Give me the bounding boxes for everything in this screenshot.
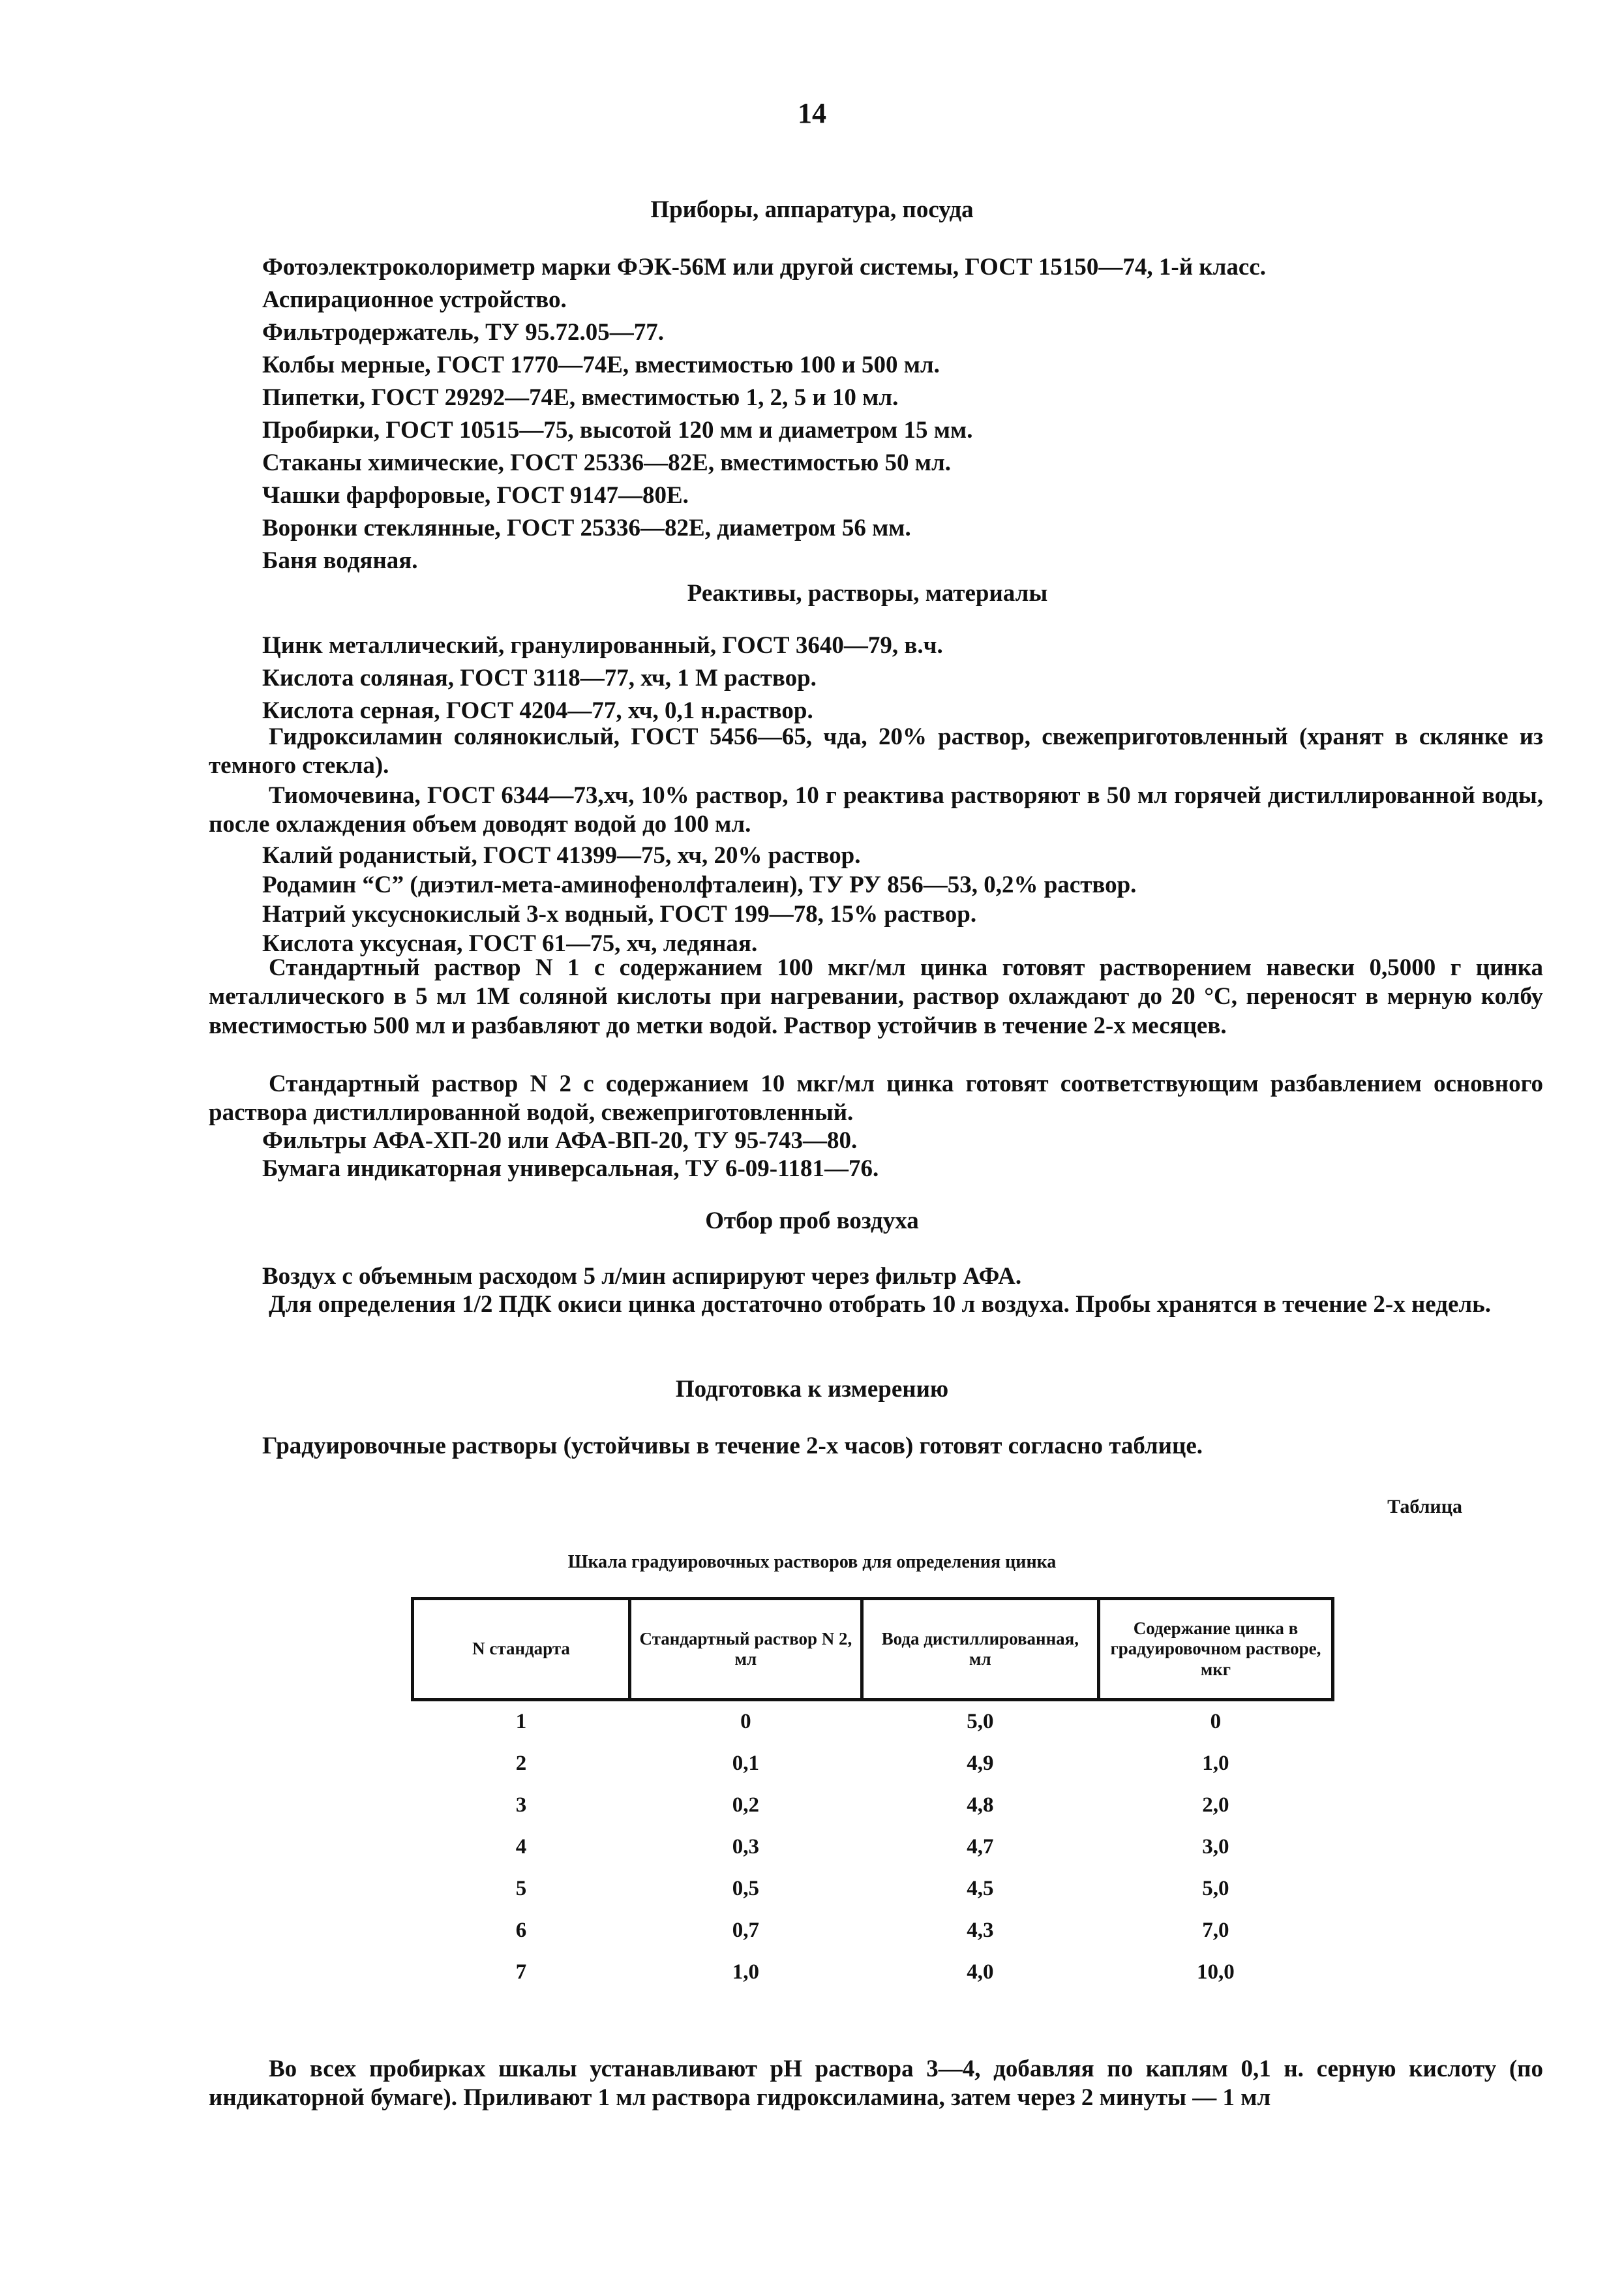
table-row (413, 1785, 1333, 1827)
reagent-item: Кислота уксусная, ГОСТ 61—75, хч, ледяная. (262, 930, 758, 957)
equipment-item: Аспирационное устройство. (262, 286, 567, 313)
page-number: 14 (798, 97, 826, 129)
table-cell: 5,0 (1202, 1877, 1229, 1901)
table-cell: 2 (515, 1752, 527, 1776)
section-heading-equipment: Приборы, аппаратура, посуда (650, 196, 974, 223)
table-cell: 7,0 (1202, 1919, 1229, 1943)
equipment-item: Воронки стеклянные, ГОСТ 25336—82Е, диаметром 56 мм. (262, 515, 911, 541)
column-header: Вода дистиллированная, мл (862, 1599, 1098, 1700)
sampling-text: Воздух с объемным расходом 5 л/мин аспирируют через фильтр АФА. (262, 1263, 1022, 1290)
table-cell: 5 (515, 1877, 527, 1901)
equipment-item: Пипетки, ГОСТ 29292—74Е, вместимостью 1, 2, 5 и 10 мл. (262, 384, 899, 411)
reagent-item: Стандартный раствор N 1 с содержанием 100 мкг/мл цинка готовят растворением навески 0,5000 г цинка металлического в 5 мл 1М соляной кислоты при нагревании, раствор охлаждают до 20 °С, переносят в мерную колбу вместимостью 500 мл и разбавляют до метки водой. Раствор устойчив в течение 2-х месяцев. (209, 954, 1543, 1039)
table-cell: 5,0 (967, 1710, 994, 1734)
section-heading-reagents: Реактивы, растворы, материалы (687, 580, 1048, 607)
reagent-item: Калий роданистый, ГОСТ 41399—75, хч, 20% раствор. (262, 842, 861, 869)
table-cell: 0 (1210, 1710, 1222, 1734)
table-row (413, 1743, 1333, 1785)
reagent-item: Гидроксиламин солянокислый, ГОСТ 5456—65, чда, 20% раствор, свежеприготовленный (хранят в склянке из темного стекла). (209, 723, 1543, 780)
reagent-item: Родамин “С” (диэтил-мета-аминофенолфталеин), ТУ РУ 856—53, 0,2% раствор. (262, 872, 1137, 898)
table-row (413, 1952, 1333, 1994)
table-cell: 0,5 (732, 1877, 760, 1901)
table-cell: 7 (515, 1960, 527, 1984)
table-title: Шкала градуировочных растворов для определения цинка (567, 1552, 1057, 1572)
table-cell: 4,5 (967, 1877, 994, 1901)
table-cell: 0,2 (732, 1793, 760, 1817)
table-cell: 0,7 (732, 1919, 760, 1943)
table-cell: 6 (515, 1919, 527, 1943)
closing-paragraph: Во всех пробирках шкалы устанавливают pH раствора 3—4, добавляя по каплям 0,1 н. серную кислоту (по индикаторной бумаге). Приливают 1 мл раствора гидроксиламина, затем через 2 минуты — 1 мл (209, 2056, 1543, 2112)
reagent-item: Бумага индикаторная универсальная, ТУ 6-09-1181—76. (262, 1155, 879, 1182)
table-cell: 4,0 (967, 1960, 994, 1984)
sampling-text: Для определения 1/2 ПДК окиси цинка достаточно отобрать 10 л воздуха. Пробы хранятся в течение 2-х недель. (269, 1291, 1491, 1318)
table-row (413, 1827, 1333, 1868)
equipment-item: Стаканы химические, ГОСТ 25336—82Е, вместимостью 50 мл. (262, 449, 952, 476)
table-cell: 1,0 (1202, 1752, 1229, 1776)
preparation-text: Градуировочные растворы (устойчивы в течение 2-х часов) готовят согласно таблице. (262, 1433, 1203, 1459)
reagent-item: Натрий уксуснокислый 3-х водный, ГОСТ 199—78, 15% раствор. (262, 901, 977, 928)
table-cell: 4,9 (967, 1752, 994, 1776)
section-heading-preparation: Подготовка к измерению (675, 1376, 949, 1403)
column-header: Содержание цинка в градуировочном растворе, мкг (1098, 1599, 1332, 1700)
table-cell: 3 (515, 1793, 527, 1817)
table-cell: 4 (515, 1835, 527, 1859)
table-cell: 1,0 (732, 1960, 760, 1984)
table-cell: 2,0 (1202, 1793, 1229, 1817)
equipment-item: Фотоэлектроколориметр марки ФЭК-56М или другой системы, ГОСТ 15150—74, 1-й класс. (262, 254, 1266, 281)
reagent-item: Кислота соляная, ГОСТ 3118—77, хч, 1 М раствор. (262, 665, 817, 691)
table-row (413, 1910, 1333, 1952)
equipment-item: Пробирки, ГОСТ 10515—75, высотой 120 мм и диаметром 15 мм. (262, 417, 973, 444)
table-header-row (413, 1599, 1333, 1700)
reagent-item: Кислота серная, ГОСТ 4204—77, хч, 0,1 н.раствор. (262, 697, 813, 724)
table-cell: 10,0 (1197, 1960, 1235, 1984)
equipment-item: Чашки фарфоровые, ГОСТ 9147—80Е. (262, 482, 689, 509)
table-row (413, 1700, 1333, 1744)
reagent-item: Тиомочевина, ГОСТ 6344—73,хч, 10% раствор, 10 г реактива растворяют в 50 мл горячей дистиллированной воды, после охлаждения объем доводят водой до 100 мл. (209, 782, 1543, 838)
section-heading-sampling: Отбор проб воздуха (705, 1207, 919, 1234)
table-cell: 1 (515, 1710, 527, 1734)
column-header: Стандартный раствор N 2, мл (630, 1599, 862, 1700)
column-header: N стандарта (413, 1599, 630, 1700)
table-cell: 3,0 (1202, 1835, 1229, 1859)
reagent-item: Цинк металлический, гранулированный, ГОСТ 3640—79, в.ч. (262, 632, 943, 659)
equipment-item: Баня водяная. (262, 547, 418, 574)
table-row (413, 1868, 1333, 1910)
reagent-item: Стандартный раствор N 2 с содержанием 10 мкг/мл цинка готовят соответствующим разбавлением основного раствора дистиллированной водой, свежеприготовленный. (209, 1071, 1543, 1127)
equipment-item: Колбы мерные, ГОСТ 1770—74Е, вместимостью 100 и 500 мл. (262, 352, 940, 378)
table-cell: 0 (740, 1710, 751, 1734)
table-cell: 0,1 (732, 1752, 760, 1776)
table-cell: 4,7 (967, 1835, 994, 1859)
equipment-item: Фильтродержатель, ТУ 95.72.05—77. (262, 319, 664, 346)
table-cell: 0,3 (732, 1835, 760, 1859)
calibration-table (411, 1597, 1334, 1994)
reagent-item: Фильтры АФА-ХП-20 или АФА-ВП-20, ТУ 95-743—80. (262, 1127, 858, 1154)
table-cell: 4,3 (967, 1919, 994, 1943)
table-label: Таблица (1387, 1496, 1462, 1517)
table-cell: 4,8 (967, 1793, 994, 1817)
